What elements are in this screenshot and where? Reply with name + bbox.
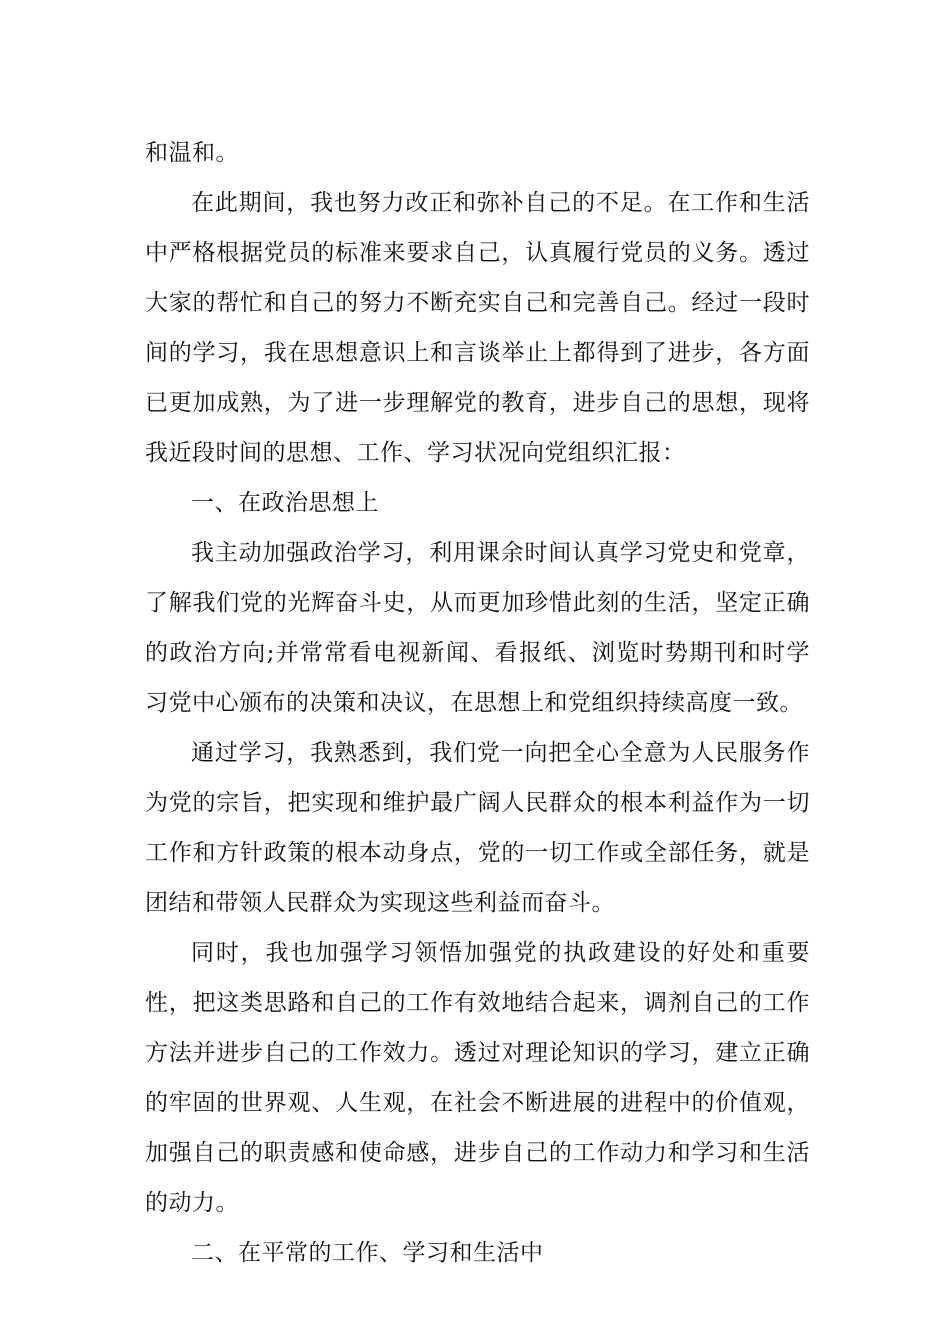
paragraph-self-improvement: 在此期间，我也努力改正和弥补自己的不足。在工作和生活中严格根据党员的标准来要求自己，认真履行党员的义务。透过大家的帮忙和自己的努力不断充实自己和完善自己。经过一段时间的学习，我在思想意识上和言谈举止上都得到了进步，各方面已更加成熟，为了进一步理解党的教育，进步自己的思想，现将我近段时间的思想、工作、学习状况向党组织汇报： xyxy=(145,190,810,466)
paragraph-political-study: 我主动加强政治学习，利用课余时间认真学习党史和党章，了解我们党的光辉奋斗史，从而更加珍惜此刻的生活，坚定正确的政治方向;并常常看电视新闻、看报纸、浏览时势期刊和时学习党中心颁布的决策和决议，在思想上和党组织持续高度一致。 xyxy=(145,540,810,716)
paragraph-governance-study: 同时，我也加强学习领悟加强党的执政建设的好处和重要性，把这类思路和自己的工作有效地结合起来，调剂自己的工作方法并进步自己的工作效力。透过对理论知识的学习，建立正确的牢固的世界观、人生观，在社会不断进展的进程中的价值观，加强自己的职责感和使命感，进步自己的工作动力和学习和生活的动力。 xyxy=(145,940,810,1216)
document-body xyxy=(145,128,810,1278)
section-heading-political: 一、在政治思想上 xyxy=(191,490,379,516)
paragraph-party-purpose: 通过学习，我熟悉到，我们党一向把全心全意为人民服务作为党的宗旨，把实现和维护最广阔人民群众的根本利益作为一切工作和方针政策的根本动身点，党的一切工作或全部任务，就是团结和带领人民群众为实现这些利益而奋斗。 xyxy=(145,740,810,916)
section-heading-daily-work: 二、在平常的工作、学习和生活中 xyxy=(191,1240,544,1266)
paragraph-continuation: 和温和。 xyxy=(145,140,239,166)
